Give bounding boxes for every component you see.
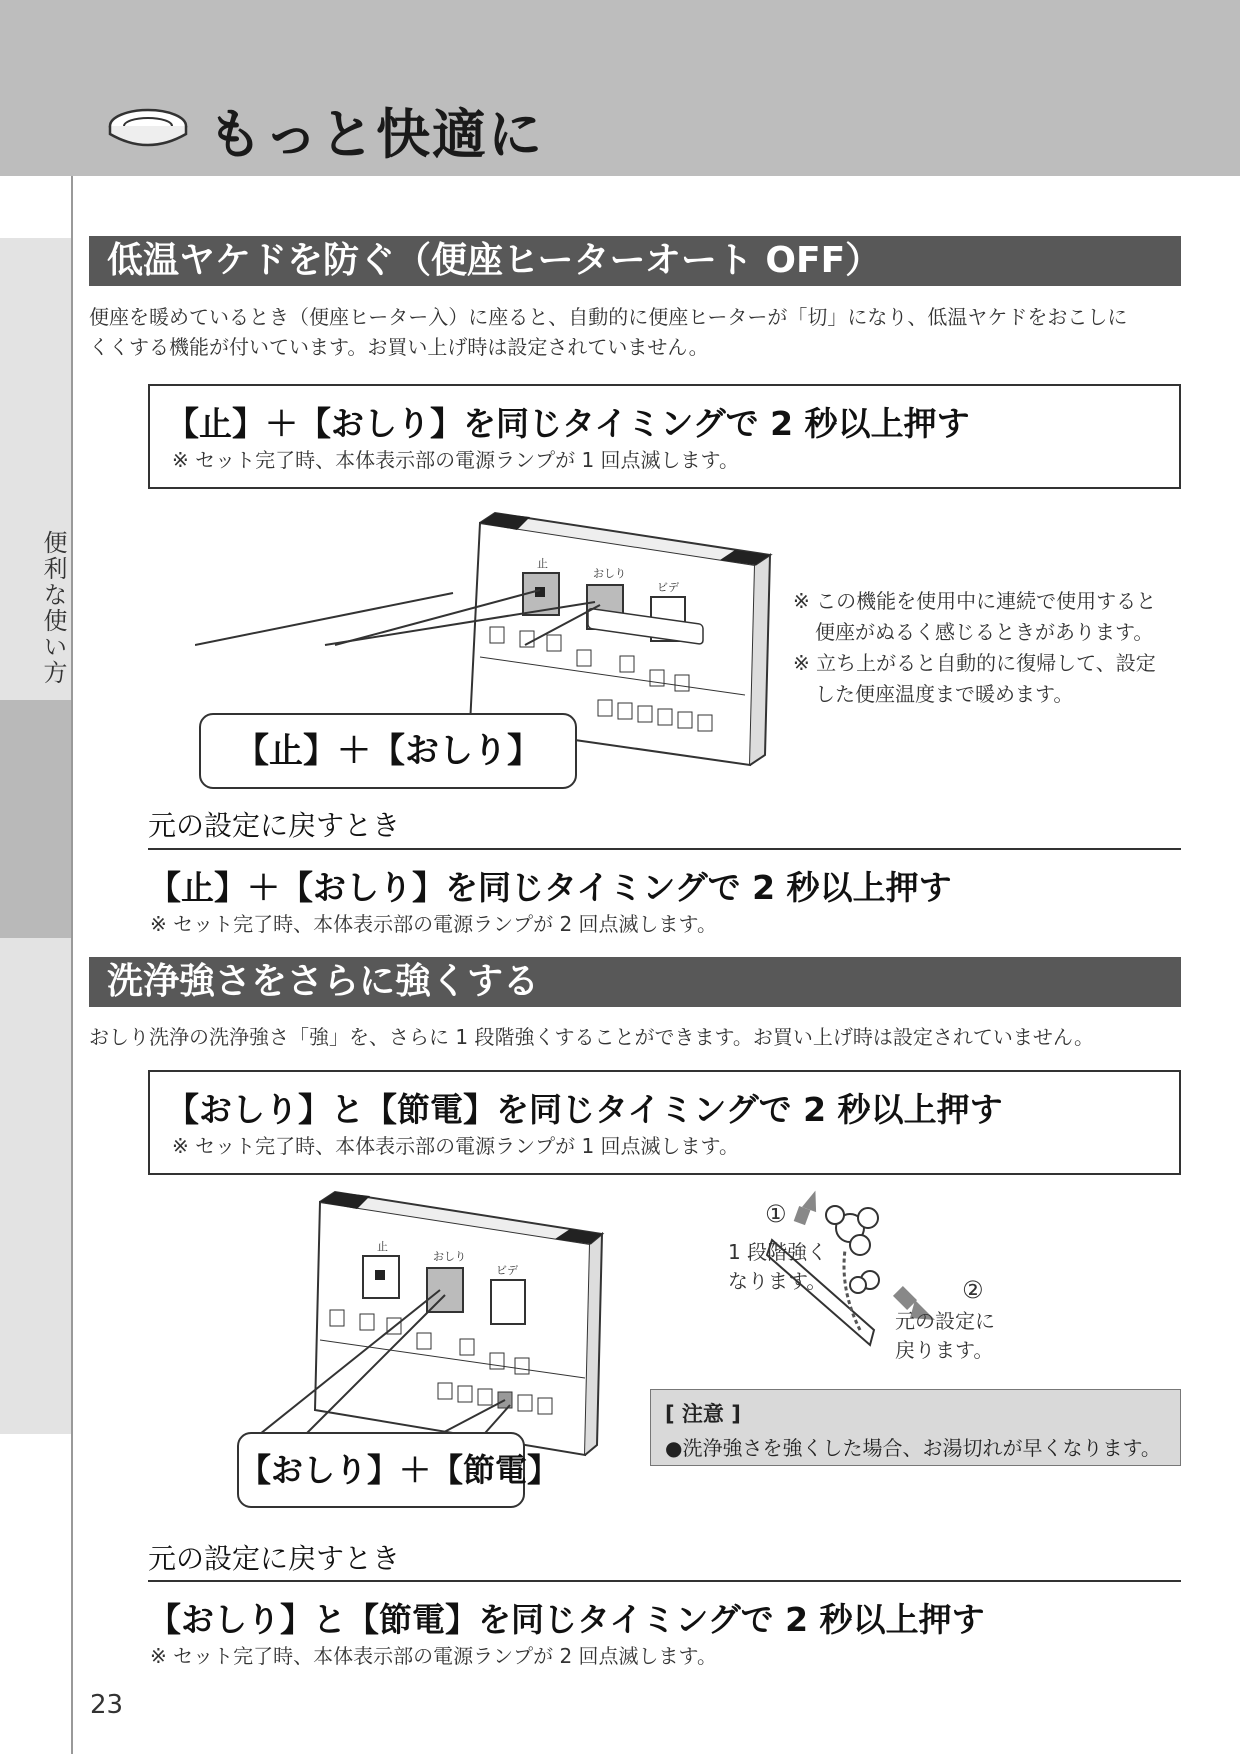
- section-lead: [89, 302, 1189, 362]
- step-text-line: 元の設定に: [895, 1309, 995, 1333]
- instruction-box: [148, 1070, 1181, 1175]
- side-note-line: ※ 立ち上がると自動的に復帰して、設定: [793, 651, 1156, 675]
- side-tab: [0, 938, 71, 1434]
- instruction-heading: 【止】＋【おしり】を同じタイミングで 2 秒以上押す: [166, 404, 970, 443]
- step-text-line: なります。: [728, 1269, 827, 1293]
- remote-label-oshiri: おしり: [593, 567, 626, 580]
- instruction-box: [148, 384, 1181, 489]
- step-number: ②: [962, 1276, 984, 1304]
- restore-label: 元の設定に戻すとき: [148, 1542, 401, 1575]
- restore-note: ※ セット完了時、本体表示部の電源ランプが 2 回点滅します。: [150, 1644, 717, 1668]
- restore-heading: 【おしり】と【節電】を同じタイミングで 2 秒以上押す: [148, 1600, 985, 1639]
- step-number: ①: [765, 1200, 787, 1228]
- side-note-line: ※ この機能を使用中に連続で使用すると: [793, 589, 1157, 613]
- lead-line: 便座を暖めているとき（便座ヒーター入）に座ると、自動的に便座ヒーターが「切」になり、低温ヤケドをおこしに: [89, 305, 1128, 329]
- section-title-wash-strength: 洗浄強さをさらに強くする: [89, 957, 1181, 1007]
- page-title: もっと快適に: [208, 103, 544, 166]
- button-combo-callout: 【止】＋【おしり】: [199, 713, 577, 789]
- side-divider: [71, 176, 73, 1754]
- sidebar-label: 便利な使い方: [39, 530, 67, 686]
- divider: [148, 848, 1181, 850]
- step-text-line: 戻ります。: [895, 1338, 994, 1362]
- lead-line: くくする機能が付いています。お買い上げ時は設定されていません。: [89, 335, 709, 359]
- side-tab-active: [0, 700, 71, 938]
- remote-label-oshiri: おしり: [433, 1250, 466, 1263]
- page-number: 23: [90, 1690, 124, 1720]
- caution-title: [ 注意 ]: [665, 1402, 741, 1426]
- remote-label-stop: 止: [377, 1240, 388, 1253]
- restore-heading: 【止】＋【おしり】を同じタイミングで 2 秒以上押す: [148, 868, 952, 907]
- restore-note: ※ セット完了時、本体表示部の電源ランプが 2 回点滅します。: [150, 912, 717, 936]
- restore-label: 元の設定に戻すとき: [148, 809, 401, 842]
- remote-label-bidet: ビデ: [496, 1264, 518, 1277]
- side-note-line: した便座温度まで暖めます。: [815, 682, 1074, 706]
- step-text: [895, 1307, 995, 1365]
- side-note: [793, 586, 1193, 710]
- step-text: [728, 1238, 827, 1296]
- toilet-seat-icon: [100, 100, 190, 160]
- instruction-note: ※ セット完了時、本体表示部の電源ランプが 1 回点滅します。: [172, 1134, 739, 1158]
- instruction-heading: 【おしり】と【節電】を同じタイミングで 2 秒以上押す: [166, 1090, 1003, 1129]
- section-lead: おしり洗浄の洗浄強さ「強」を、さらに 1 段階強くすることができます。お買い上げ時は設定されていません。: [89, 1025, 1095, 1049]
- section-title-low-temp: 低温ヤケドを防ぐ（便座ヒーターオート OFF）: [89, 236, 1181, 286]
- remote-label-stop: 止: [537, 557, 548, 570]
- caution-text: ●洗浄強さを強くした場合、お湯切れが早くなります。: [665, 1436, 1161, 1460]
- remote-label-bidet: ビデ: [657, 581, 679, 594]
- divider: [148, 1580, 1181, 1582]
- instruction-note: ※ セット完了時、本体表示部の電源ランプが 1 回点滅します。: [172, 448, 739, 472]
- caution-box: [650, 1389, 1181, 1466]
- side-note-line: 便座がぬるく感じるときがあります。: [815, 620, 1154, 644]
- button-combo-callout: 【おしり】＋【節電】: [237, 1432, 525, 1508]
- step-text-line: 1 段階強く: [728, 1240, 828, 1264]
